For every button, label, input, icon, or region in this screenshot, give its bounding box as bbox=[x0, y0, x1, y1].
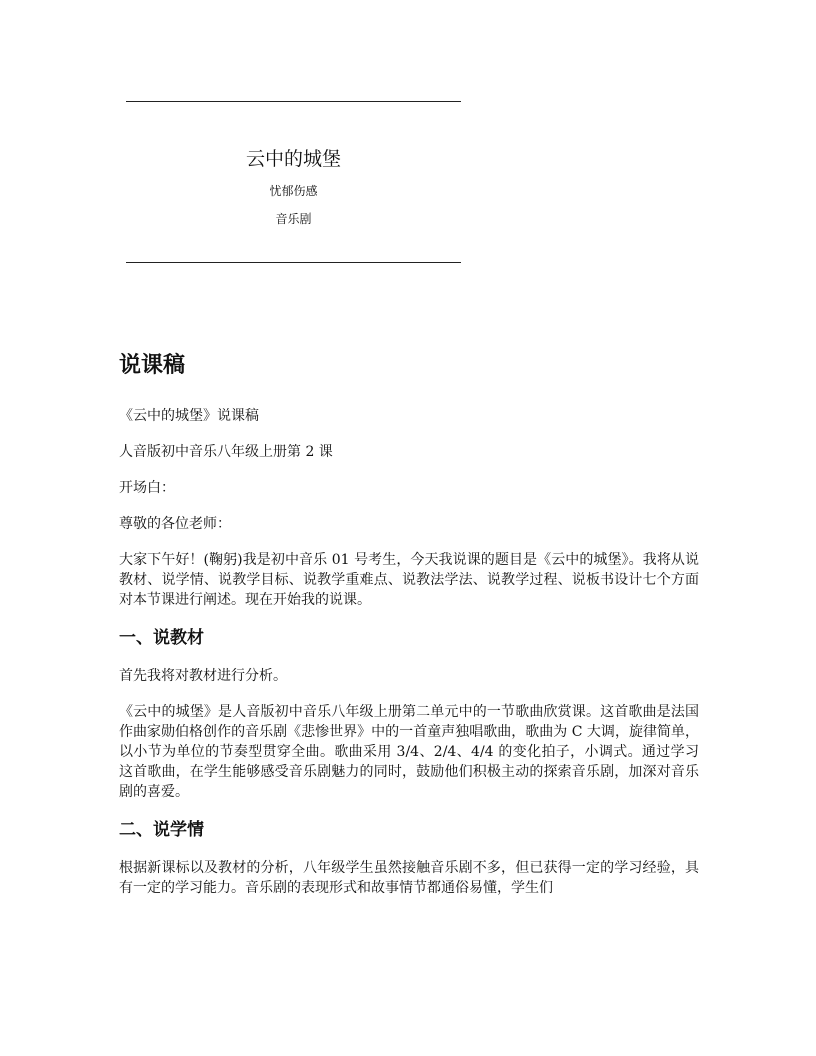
cover-bottom-rule bbox=[126, 262, 461, 263]
cover-top-rule bbox=[126, 101, 461, 102]
intro-paragraph-course: 人音版初中音乐八年级上册第 2 课 bbox=[119, 444, 333, 460]
section-heading-textbook: 一、说教材 bbox=[119, 628, 204, 648]
cover-title: 云中的城堡 bbox=[245, 148, 341, 170]
cover-genre: 音乐剧 bbox=[275, 212, 312, 226]
intro-paragraph-title: 《云中的城堡》说课稿 bbox=[119, 408, 259, 424]
section-textbook-paragraph-1: 首先我将对教材进行分析。 bbox=[119, 668, 287, 684]
intro-paragraph-overview: 大家下午好！(鞠躬)我是初中音乐 01 号考生，今天我说课的题目是《云中的城堡》。我将从说教材、说学情、说教学目标、说教学重难点、说教法学法、说教学过程、说板书设计七个方面对本节课进行阐述。现在开始我的说课。 bbox=[119, 552, 699, 608]
document-body bbox=[119, 348, 699, 914]
cover-block bbox=[126, 100, 461, 264]
intro-paragraph-greeting: 尊敬的各位老师： bbox=[119, 516, 231, 532]
document-title: 说课稿 bbox=[119, 353, 186, 378]
intro-paragraph-opening: 开场白： bbox=[119, 480, 175, 496]
section-textbook-paragraph-2: 《云中的城堡》是人音版初中音乐八年级上册第二单元中的一节歌曲欣赏课。这首歌曲是法国作曲家勋伯格创作的音乐剧《悲惨世界》中的一首童声独唱歌曲，歌曲为 C 大调，旋律简单，以小节为单位的节奏型贯穿全曲。歌曲采用 3/4、2/4、4/4 的变化拍子，小调式。通过学习这首歌曲，在学生能够感受音乐剧魅力的同时，鼓励他们积极主动的探索音乐剧，加深对音乐剧的喜爱。 bbox=[119, 704, 699, 800]
section-heading-students: 二、说学情 bbox=[119, 820, 204, 840]
cover-subtitle: 忧郁伤感 bbox=[269, 184, 318, 198]
section-students-paragraph-1: 根据新课标以及教材的分析，八年级学生虽然接触音乐剧不多，但已获得一定的学习经验，具有一定的学习能力。音乐剧的表现形式和故事情节都通俗易懂，学生们 bbox=[119, 860, 699, 896]
